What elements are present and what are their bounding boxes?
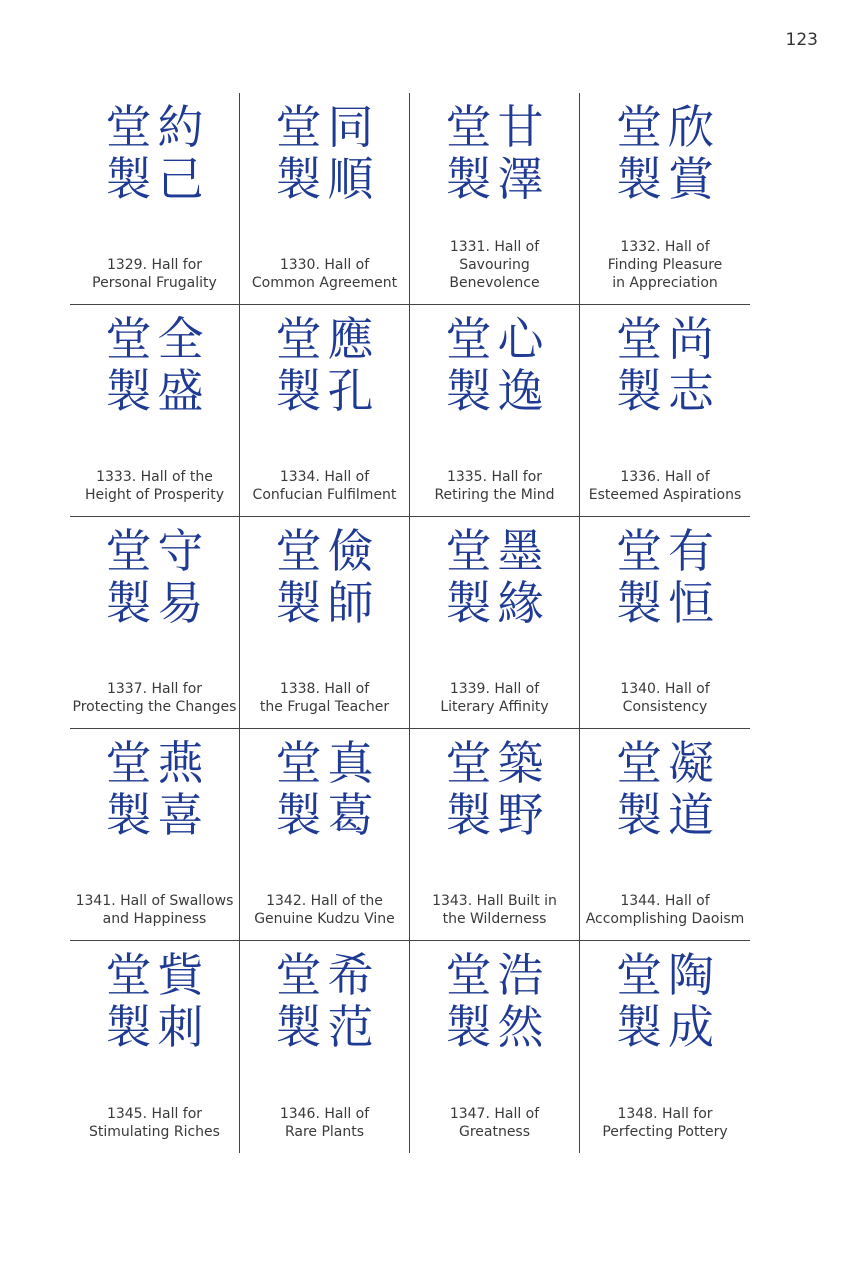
mark-character: 製 (275, 364, 322, 418)
mark-entry (240, 305, 410, 517)
mark-caption (240, 1105, 409, 1141)
mark-character: 恒 (668, 576, 714, 630)
mark-character: 同 (327, 100, 374, 154)
mark-column-right (668, 525, 714, 629)
caption-line: Accomplishing Daoism (585, 911, 745, 927)
caption-line: 1336. Hall of (620, 469, 710, 485)
mark-caption (240, 680, 409, 716)
caption-line: in Appreciation (612, 275, 718, 291)
caption-line: 1343. Hall Built in (432, 893, 557, 909)
mark-character: 製 (445, 576, 492, 630)
mark-column-right (328, 313, 374, 417)
caption-line: Common Agreement (251, 275, 398, 291)
caption-line: 1334. Hall of (279, 469, 370, 485)
mark-column-left (106, 313, 152, 417)
mark-column-right (498, 949, 544, 1053)
mark-character: 堂 (616, 736, 662, 790)
mark-entry (70, 93, 240, 305)
caption-line: 1329. Hall for (106, 257, 203, 273)
mark-column-left (446, 525, 492, 629)
mark-caption (410, 892, 579, 928)
caption-line: 1345. Hall for (106, 1106, 203, 1122)
mark-character: 製 (445, 152, 492, 206)
caption-line: 1347. Hall of (449, 1106, 540, 1122)
mark-caption (70, 468, 239, 504)
mark-character: 堂 (616, 948, 662, 1002)
reign-mark (580, 313, 750, 417)
mark-character: 約 (157, 100, 204, 154)
mark-character: 易 (157, 576, 204, 630)
mark-character: 尚 (668, 312, 714, 366)
caption-line: 1332. Hall of (620, 239, 710, 255)
mark-character: 堂 (105, 524, 152, 578)
caption-line: 1335. Hall for (446, 469, 543, 485)
mark-character: 堂 (445, 312, 492, 366)
mark-column-right (158, 737, 204, 841)
reign-mark (70, 737, 239, 841)
reign-mark (70, 949, 239, 1053)
caption-line: Height of Prosperity (84, 487, 225, 503)
caption-line: Perfecting Pottery (602, 1124, 728, 1140)
mark-column-right (668, 949, 714, 1053)
mark-character: 堂 (105, 736, 152, 790)
mark-caption (580, 468, 750, 504)
mark-entry (410, 305, 580, 517)
mark-character: 堂 (616, 524, 662, 578)
mark-character: 堂 (275, 100, 322, 154)
caption-line: Genuine Kudzu Vine (254, 911, 395, 927)
mark-character: 製 (616, 576, 662, 630)
reign-mark (580, 101, 750, 205)
mark-character: 真 (327, 736, 374, 790)
mark-character: 堂 (105, 100, 152, 154)
mark-entry (70, 305, 240, 517)
mark-column-left (616, 525, 662, 629)
mark-entry (410, 941, 580, 1153)
mark-caption (410, 468, 579, 504)
caption-line: 1338. Hall of (279, 681, 370, 697)
mark-column-right (158, 313, 204, 417)
mark-entry (70, 729, 240, 941)
caption-line: the Wilderness (442, 911, 547, 927)
mark-character: 製 (616, 364, 662, 418)
mark-character: 堂 (105, 312, 152, 366)
mark-column-right (328, 525, 374, 629)
mark-character: 應 (327, 312, 374, 366)
reign-mark (240, 737, 409, 841)
caption-line: Finding Pleasure (607, 257, 723, 273)
mark-caption (410, 238, 579, 292)
mark-character: 心 (497, 312, 544, 366)
mark-column-right (668, 737, 714, 841)
caption-line: 1331. Hall of (449, 239, 540, 255)
mark-entry (240, 941, 410, 1153)
mark-character: 製 (445, 364, 492, 418)
mark-column-right (158, 525, 204, 629)
mark-character: 製 (275, 788, 322, 842)
mark-column-right (498, 313, 544, 417)
reign-mark (410, 949, 579, 1053)
mark-entry (240, 729, 410, 941)
mark-character: 堂 (445, 100, 492, 154)
page-number: 123 (785, 30, 818, 50)
mark-entry (580, 517, 750, 729)
mark-entry (410, 517, 580, 729)
mark-character: 堂 (616, 312, 662, 366)
mark-column-right (328, 737, 374, 841)
mark-character: 製 (105, 788, 152, 842)
caption-line: Confucian Fulfilment (252, 487, 397, 503)
mark-character: 製 (616, 1000, 662, 1054)
mark-column-left (446, 313, 492, 417)
mark-character: 堂 (275, 312, 322, 366)
caption-line: 1330. Hall of (279, 257, 370, 273)
mark-column-right (668, 313, 714, 417)
mark-character: 然 (497, 1000, 544, 1054)
mark-character: 緣 (497, 576, 544, 630)
mark-character: 墨 (497, 524, 544, 578)
mark-column-left (276, 737, 322, 841)
mark-column-left (106, 525, 152, 629)
mark-column-left (616, 313, 662, 417)
reign-mark (580, 525, 750, 629)
reign-mark (240, 101, 409, 205)
mark-character: 堂 (445, 948, 492, 1002)
mark-column-right (668, 101, 714, 205)
caption-line: Personal Frugality (92, 275, 217, 291)
mark-column-left (446, 737, 492, 841)
mark-column-right (498, 525, 544, 629)
mark-entry (580, 305, 750, 517)
mark-entry (240, 517, 410, 729)
mark-character: 陶 (668, 948, 714, 1002)
mark-entry (70, 941, 240, 1153)
mark-column-left (446, 949, 492, 1053)
mark-entry (580, 729, 750, 941)
mark-character: 製 (275, 576, 322, 630)
caption-line: 1348. Hall for (617, 1106, 713, 1122)
mark-character: 製 (105, 152, 152, 206)
reign-mark (410, 101, 579, 205)
mark-character: 成 (668, 1000, 714, 1054)
caption-line: 1333. Hall of the (96, 469, 213, 485)
reign-mark (240, 949, 409, 1053)
caption-line: 1337. Hall for (106, 681, 203, 697)
mark-character: 浩 (497, 948, 544, 1002)
reign-mark (410, 737, 579, 841)
mark-column-left (106, 949, 152, 1053)
mark-column-left (276, 101, 322, 205)
mark-entry (580, 93, 750, 305)
mark-caption (580, 680, 750, 716)
mark-column-left (106, 737, 152, 841)
mark-character: 順 (327, 152, 374, 206)
caption-line: the Frugal Teacher (259, 699, 390, 715)
mark-character: 製 (616, 152, 662, 206)
mark-character: 賞 (668, 152, 714, 206)
mark-column-left (446, 101, 492, 205)
caption-line: Retiring the Mind (434, 487, 555, 503)
mark-caption (580, 1105, 750, 1141)
mark-entry (410, 729, 580, 941)
mark-character: 製 (445, 1000, 492, 1054)
mark-character: 堂 (445, 524, 492, 578)
mark-entry (70, 517, 240, 729)
caption-line: and Happiness (102, 911, 207, 927)
mark-character: 守 (157, 524, 204, 578)
mark-character: 欣 (668, 100, 714, 154)
mark-character: 製 (105, 1000, 152, 1054)
mark-column-left (276, 525, 322, 629)
caption-line: Stimulating Riches (89, 1124, 220, 1140)
mark-character: 孔 (327, 364, 374, 418)
caption-line: Consistency (622, 699, 708, 715)
mark-character: 志 (668, 364, 714, 418)
mark-character: 有 (668, 524, 714, 578)
mark-character: 道 (668, 788, 714, 842)
mark-character: 葛 (327, 788, 374, 842)
caption-line: 1346. Hall of (279, 1106, 370, 1122)
mark-caption (240, 892, 409, 928)
caption-line: Benevolence (449, 275, 540, 291)
mark-character: 澤 (497, 152, 544, 206)
reign-mark (410, 525, 579, 629)
mark-column-right (498, 101, 544, 205)
reign-mark (410, 313, 579, 417)
reign-mark (70, 525, 239, 629)
caption-line: Esteemed Aspirations (588, 487, 742, 503)
mark-character: 刺 (157, 1000, 204, 1054)
caption-line: Savouring (459, 257, 530, 273)
mark-character: 堂 (445, 736, 492, 790)
mark-character: 己 (157, 152, 204, 206)
mark-column-left (276, 313, 322, 417)
mark-column-right (328, 949, 374, 1053)
mark-caption (580, 892, 750, 928)
mark-character: 甘 (497, 100, 544, 154)
mark-caption (240, 256, 409, 292)
mark-character: 凝 (668, 736, 714, 790)
mark-character: 盛 (157, 364, 204, 418)
mark-character: 製 (105, 364, 152, 418)
mark-caption (70, 1105, 239, 1141)
caption-line: Rare Plants (284, 1124, 365, 1140)
reign-mark (580, 949, 750, 1053)
mark-character: 希 (327, 948, 374, 1002)
mark-character: 堂 (275, 524, 322, 578)
mark-character: 製 (445, 788, 492, 842)
mark-caption (70, 680, 239, 716)
hall-marks-grid (70, 93, 750, 1153)
mark-character: 全 (157, 312, 204, 366)
mark-column-right (498, 737, 544, 841)
mark-character: 師 (327, 576, 374, 630)
mark-caption (410, 680, 579, 716)
mark-column-right (328, 101, 374, 205)
mark-character: 製 (275, 152, 322, 206)
reign-mark (70, 313, 239, 417)
caption-line: 1339. Hall of (449, 681, 540, 697)
mark-character: 堂 (275, 736, 322, 790)
mark-character: 堂 (616, 100, 662, 154)
reign-mark (240, 525, 409, 629)
mark-entry (580, 941, 750, 1153)
caption-line: 1340. Hall of (620, 681, 710, 697)
mark-column-left (616, 737, 662, 841)
mark-entry (240, 93, 410, 305)
mark-column-left (276, 949, 322, 1053)
mark-caption (410, 1105, 579, 1141)
mark-character: 堂 (105, 948, 152, 1002)
mark-column-right (158, 949, 204, 1053)
mark-character: 范 (327, 1000, 374, 1054)
mark-column-left (106, 101, 152, 205)
mark-character: 喜 (157, 788, 204, 842)
mark-column-left (616, 949, 662, 1053)
mark-character: 堂 (275, 948, 322, 1002)
mark-column-left (616, 101, 662, 205)
caption-line: 1342. Hall of the (266, 893, 383, 909)
reign-mark (240, 313, 409, 417)
caption-line: 1341. Hall of Swallows (75, 893, 234, 909)
mark-character: 燕 (157, 736, 204, 790)
mark-character: 製 (105, 576, 152, 630)
mark-character: 製 (616, 788, 662, 842)
mark-caption (70, 256, 239, 292)
mark-character: 逸 (497, 364, 544, 418)
mark-column-right (158, 101, 204, 205)
mark-character: 儉 (327, 524, 374, 578)
mark-character: 製 (275, 1000, 322, 1054)
mark-entry (410, 93, 580, 305)
caption-line: Protecting the Changes (72, 699, 237, 715)
mark-caption (580, 238, 750, 292)
mark-character: 貲 (157, 948, 204, 1002)
reign-mark (70, 101, 239, 205)
mark-character: 築 (497, 736, 544, 790)
mark-character: 野 (497, 788, 544, 842)
reign-mark (580, 737, 750, 841)
caption-line: Greatness (458, 1124, 531, 1140)
mark-caption (240, 468, 409, 504)
mark-caption (70, 892, 239, 928)
caption-line: 1344. Hall of (620, 893, 710, 909)
caption-line: Literary Affinity (440, 699, 549, 715)
